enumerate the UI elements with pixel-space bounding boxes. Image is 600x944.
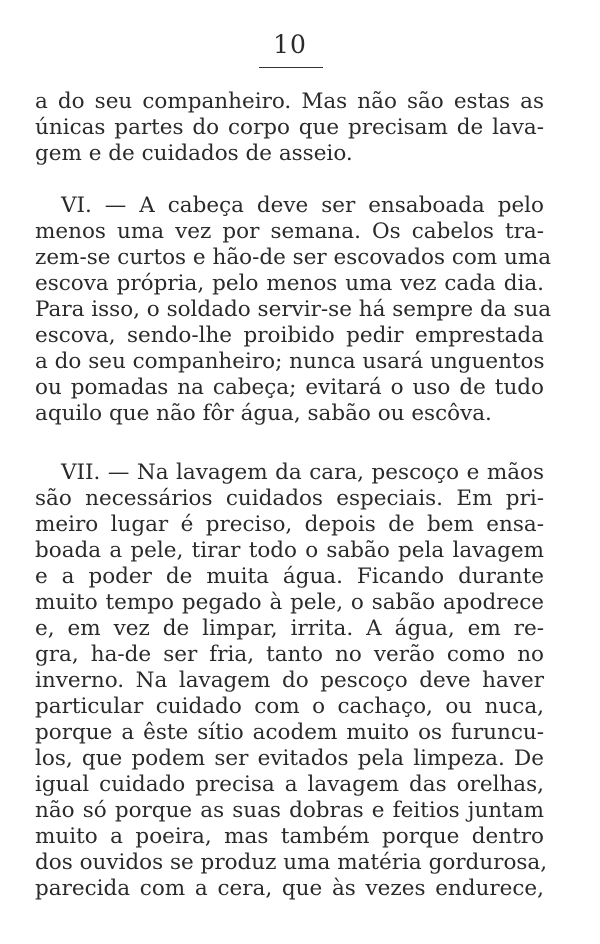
text-line: meiro lugar é preciso, depois de bem ensa-: [35, 512, 544, 537]
text-line: não só porque as suas dobras e feitios juntam: [35, 798, 544, 823]
text-line: aquilo que não fôr água, sabão ou escôva.: [35, 401, 492, 426]
text-line: gra, ha-de ser fria, tanto no verão como no: [35, 642, 544, 667]
text-line: e a poder de muita água. Ficando durante: [35, 564, 544, 589]
text-line: los, que podem ser evitados pela limpeza. De: [35, 746, 544, 771]
text-line: igual cuidado precisa a lavagem das orelhas,: [35, 772, 544, 797]
text-line: dos ouvidos se produz uma matéria gordurosa,: [35, 850, 548, 875]
text-line: ou pomadas na cabeça; evitará o uso de tudo: [35, 375, 544, 400]
page-number-rule: [259, 67, 323, 68]
text-line: a do seu companheiro; nunca usará unguentos: [35, 349, 545, 374]
text-line: porque a êste sítio acodem muito os furuncu-: [35, 720, 544, 745]
text-line: são necessários cuidados especiais. Em pri-: [35, 486, 544, 511]
text-line: escova própria, pelo menos uma vez cada dia.: [35, 271, 544, 296]
text-line: zem-se curtos e hão-de ser escovados com uma: [35, 245, 552, 270]
text-line: boada a pele, tirar todo o sabão pela lavagem: [35, 538, 544, 563]
text-line: particular cuidado com o cachaço, ou nuca,: [35, 694, 544, 719]
paragraph-continuation: [35, 89, 544, 167]
text-line: VII. — Na lavagem da cara, pescoço e mãos: [61, 460, 544, 485]
text-line: muito a poeira, mas também porque dentro: [35, 824, 544, 849]
text-line: gem e de cuidados de asseio.: [35, 141, 353, 166]
text-line: a do seu companheiro. Mas não são estas as: [35, 89, 544, 114]
text-line: e, em vez de limpar, irrita. A água, em re-: [35, 616, 544, 641]
text-line: inverno. Na lavagem do pescoço deve haver: [35, 668, 544, 693]
paragraph-section-vii: [35, 460, 548, 902]
text-line: Para isso, o soldado servir-se há sempre da sua: [35, 297, 552, 322]
text-line: parecida com a cera, que às vezes endurece,: [35, 876, 544, 901]
page-number: 10: [273, 30, 307, 59]
text-line: muito tempo pegado à pele, o sabão apodrece: [35, 590, 544, 615]
text-line: únicas partes do corpo que precisam de lava-: [35, 115, 544, 140]
text-line: escova, sendo-lhe proibido pedir emprestada: [35, 323, 544, 348]
paragraph-section-vi: [35, 193, 552, 427]
text-line: VI. — A cabeça deve ser ensaboada pelo: [61, 193, 544, 218]
text-line: menos uma vez por semana. Os cabelos tra-: [35, 219, 544, 244]
